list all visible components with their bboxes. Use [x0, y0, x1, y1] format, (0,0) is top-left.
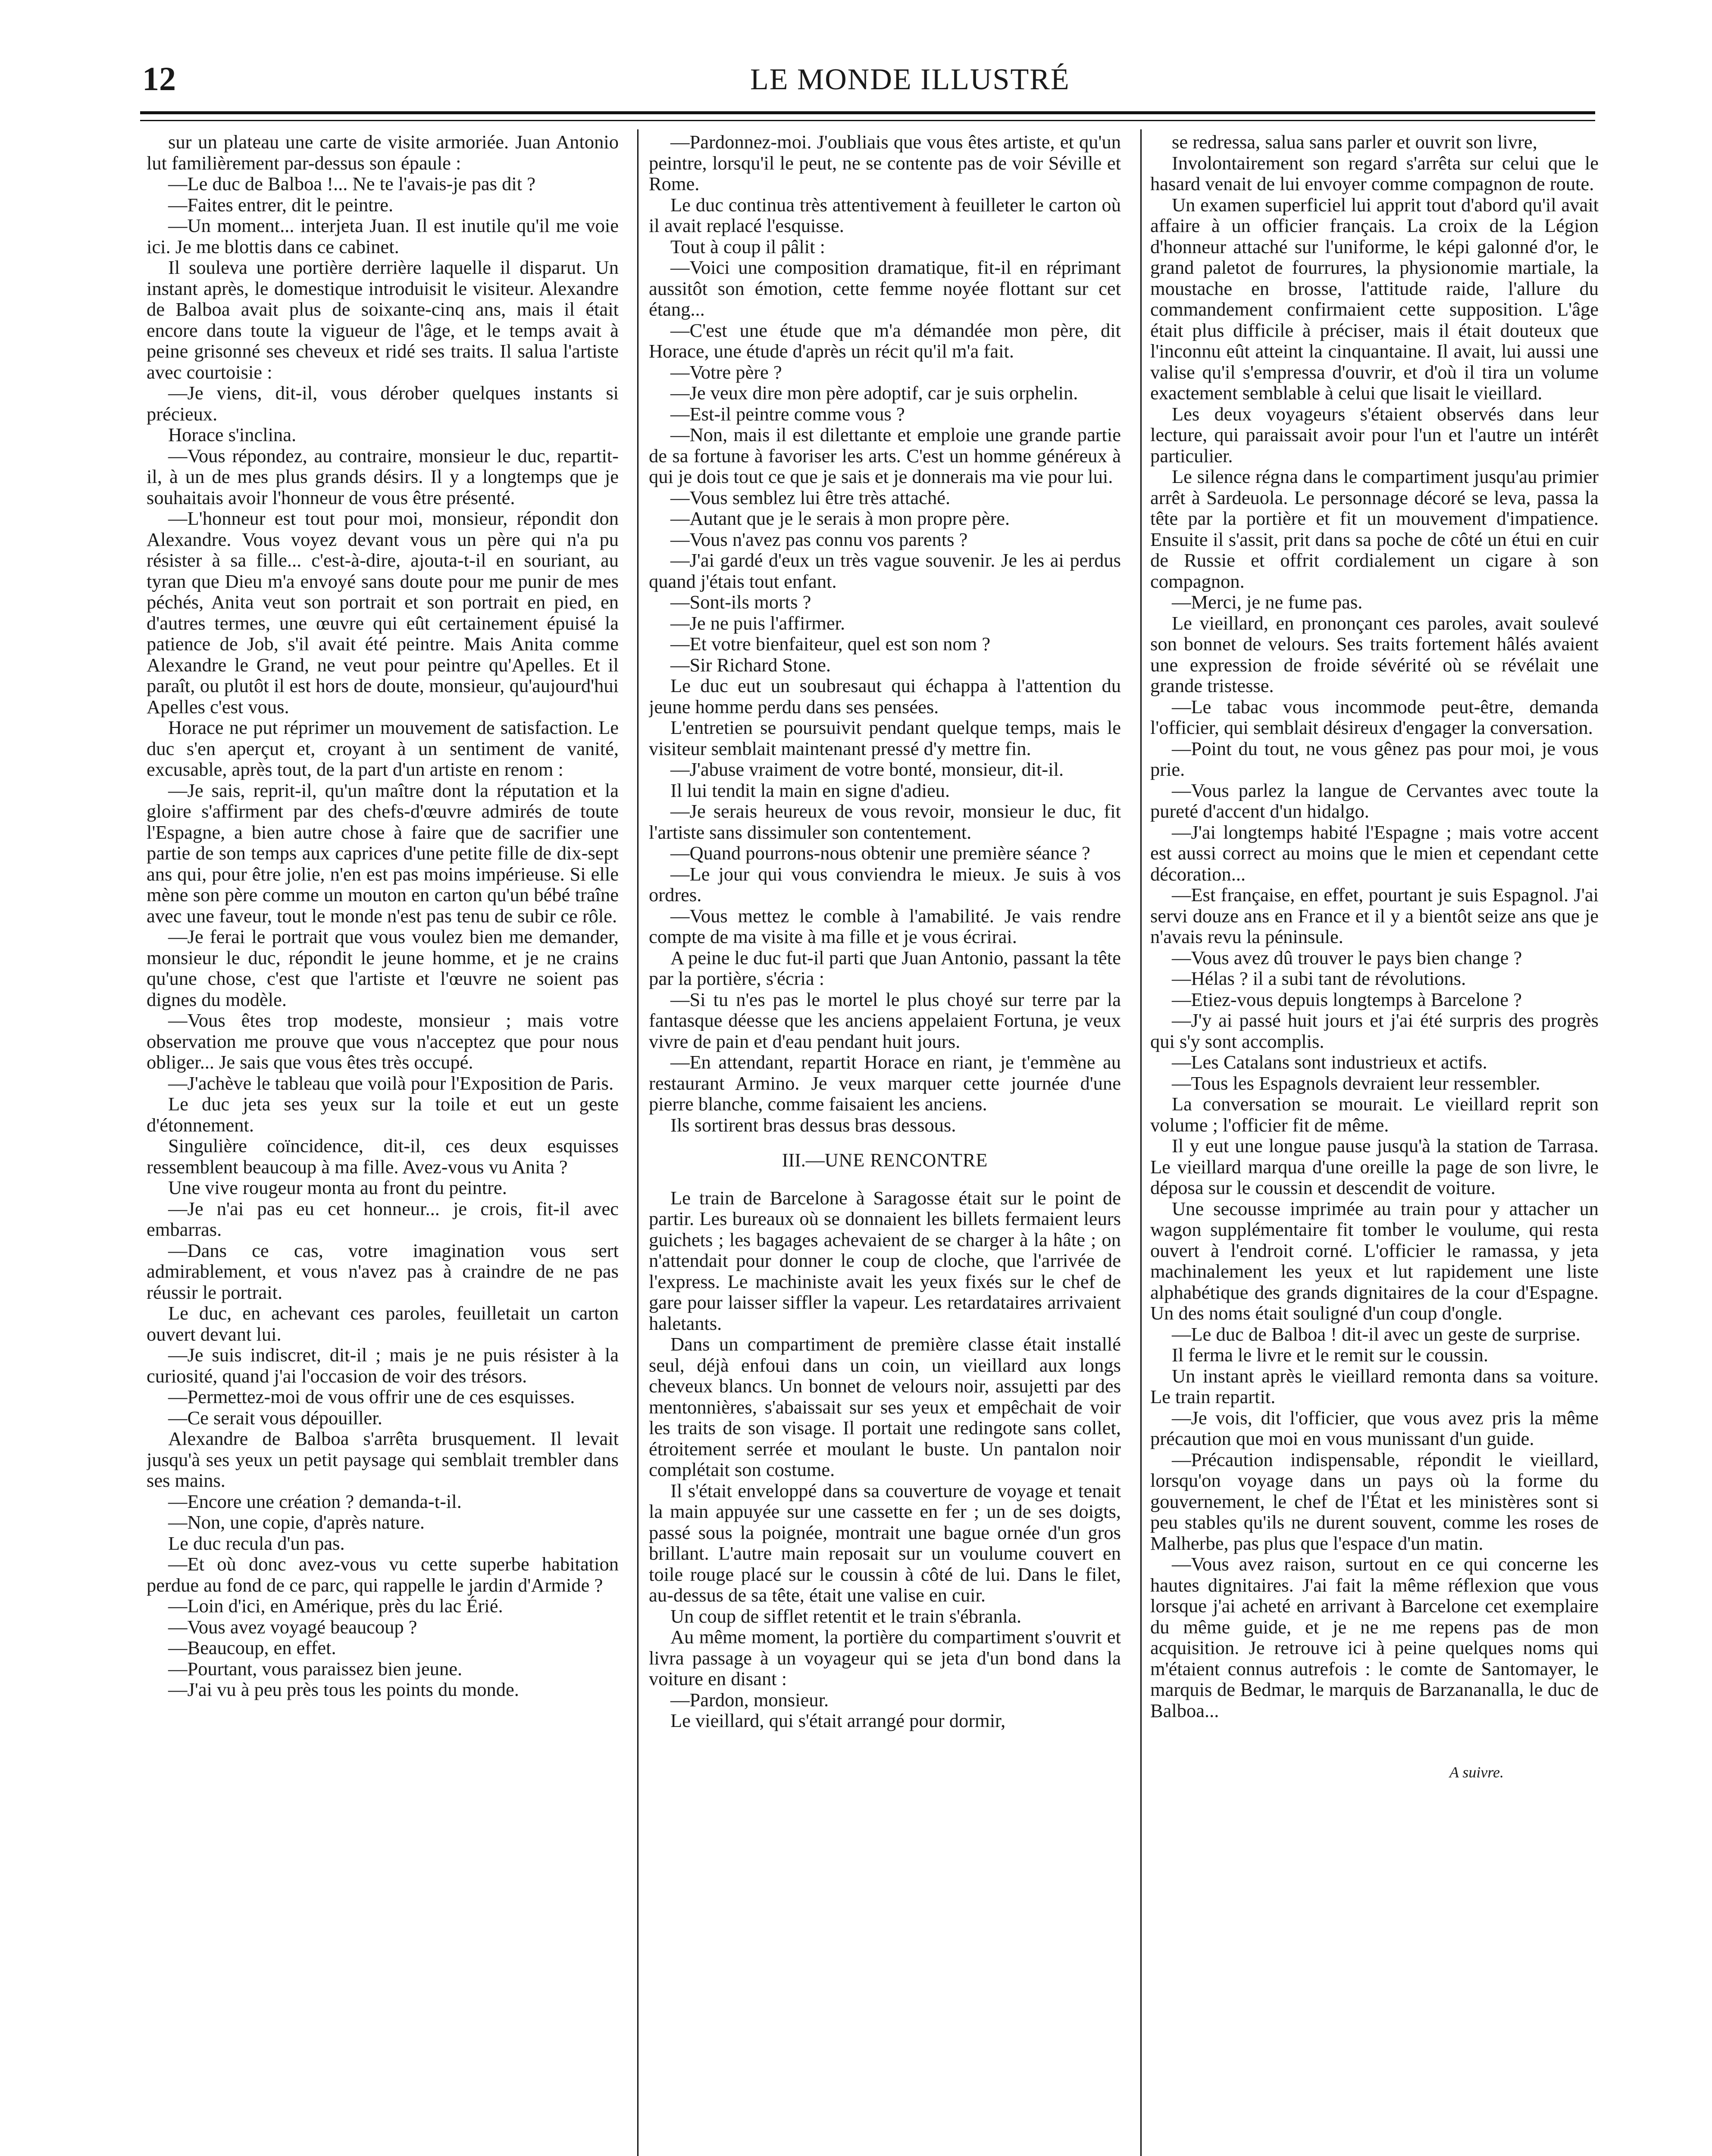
paragraph: —En attendant, repartit Horace en riant, je t'emmène au restaurant Armino. Je veux marquer cette journée d'une pierre blanche, comme faisaient les anciens. [649, 1051, 1121, 1115]
to-be-continued: A suivre. [1449, 1764, 1504, 1781]
paragraph: —Vous avez raison, surtout en ce qui concerne les hautes dignitaires. J'ai fait la même réflexion que vous lorsque j'ai acheté en arrivant à Barcelone cet exemplaire du même guide, et je ne me repens pas de mon acquisition. Je retrouve ici à peine quelques noms qui m'étaient connus autrefois : le comte de Santomayer, le marquis de Bedmar, le marquis de Barzananalla, le duc de Balboa... [1150, 1553, 1599, 1721]
paragraph: —Le duc de Balboa ! dit-il avec un geste de surprise. [1172, 1323, 1581, 1345]
paragraph: —Sir Richard Stone. [670, 654, 831, 676]
paragraph: —Je viens, dit-il, vous dérober quelques instants si précieux. [147, 382, 619, 425]
paragraph: —Je ferai le portrait que vous voulez bien me demander, monsieur le duc, répondit le jeune homme, et je ne crains qu'une chose, c'est que l'artiste et l'œuvre ne soient pas dignes du modèle. [147, 926, 619, 1010]
paragraph: —Tous les Espagnols devraient leur ressembler. [1172, 1072, 1540, 1094]
paragraph: Il s'était enveloppé dans sa couverture de voyage et tenait la main appuyée sur une cassette en fer ; un de ses doigts, passé sous la poignée, montrait une bague ornée d'un gros brillant. L'autre main reposait sur un voulume couvert en toile rouge placé sur le coussin à côté de lui. Dans le filet, au-dessus de sa tête, était une valise en cuir. [649, 1479, 1121, 1606]
column-2-after [649, 1188, 1121, 1731]
paragraph: L'entretien se poursuivit pendant quelque temps, mais le visiteur semblait maintenant pressé d'y mettre fin. [649, 717, 1121, 759]
column-divider-1 [637, 129, 638, 2156]
paragraph: —Le duc de Balboa !... Ne te l'avais-je pas dit ? [168, 173, 535, 194]
paragraph: —C'est une étude que m'a démandée mon père, dit Horace, une étude d'après un récit qu'il m'a fait. [649, 319, 1121, 362]
paragraph: —Vous parlez la langue de Cervantes avec toute la pureté d'accent d'un hidalgo. [1150, 779, 1599, 822]
paragraph: —Pardonnez-moi. J'oubliais que vous êtes artiste, et qu'un peintre, lorsqu'il le peut, ne se contente pas de voir Séville et Rome. [649, 132, 1121, 194]
paragraph: —Précaution indispensable, répondit le vieillard, lorsqu'on voyage dans un pays où la forme du gouvernement, le chef de l'État et les ministères sont si peu stables qu'ils ne durent souvent, comme les roses de Malherbe, pas plus que l'espace d'un matin. [1150, 1448, 1599, 1554]
paragraph: —Faites entrer, dit le peintre. [168, 194, 394, 216]
section-number: III.— [782, 1150, 825, 1171]
paragraph: Le duc eut un soubresaut qui échappa à l'attention du jeune homme perdu dans ses pensées. [649, 675, 1121, 718]
paragraph: Il ferma le livre et le remit sur le coussin. [1172, 1344, 1488, 1366]
page-number: 12 [142, 60, 176, 97]
paragraph: —L'honneur est tout pour moi, monsieur, répondit don Alexandre. Vous voyez devant vous un père qui n'a pu résister à sa fille... c'est-à-dire, ajouta-t-il en souriant, au tyran que Dieu m'a envoyé sans doute pour me punir de mes péchés, Anita veut son portrait et son portrait en pied, en d'autres termes, une œuvre qui eût certainement épuisé la patience de Job, s'il avait été peintre. Mais Anita comme Alexandre le Grand, ne veut pour peintre qu'Apelles. Et il paraît, ou plutôt il est hors de doute, monsieur, qu'aujourd'hui Apelles c'est vous. [147, 508, 619, 718]
paragraph: Horace s'inclina. [168, 424, 297, 445]
column-divider-2 [1140, 129, 1142, 2156]
paragraph: —Vous semblez lui être très attaché. [670, 486, 951, 508]
paragraph: —Etiez-vous depuis longtemps à Barcelone ? [1172, 988, 1522, 1010]
paragraph: —Vous êtes trop modeste, monsieur ; mais votre observation me prouve que vous n'acceptez que pour nous obliger... Je sais que vous êtes très occupé. [147, 1009, 619, 1073]
paragraph: —J'ai gardé d'eux un très vague souvenir. Je les ai perdus quand j'étais tout enfant. [649, 549, 1121, 592]
paragraph: —Les Catalans sont industrieux et actifs. [1172, 1051, 1487, 1073]
paragraph: —Point du tout, ne vous gênez pas pour moi, je vous prie. [1150, 737, 1599, 780]
paragraph: Le duc recula d'un pas. [168, 1532, 345, 1554]
paragraph: Tout à coup il pâlit : [670, 235, 825, 257]
text-column-3 [1150, 132, 1599, 2156]
paragraph: —Permettez-moi de vous offrir une de ces esquisses. [168, 1386, 575, 1407]
paragraph: —J'ai longtemps habité l'Espagne ; mais votre accent est aussi correct au moins que le mien et cependant cette décoration... [1150, 821, 1599, 885]
paragraph: —Non, mais il est dilettante et emploie une grande partie de sa fortune à favoriser les arts. C'est un homme généreux à qui je dois tout ce que je sais et je donnerais ma vie pour lui. [649, 424, 1121, 487]
paragraph: Un examen superficiel lui apprit tout d'abord qu'il avait affaire à un officier français. La croix de la Légion d'honneur attaché sur l'uniforme, le képi galonné d'or, le grand paletot de fourrures, la physionomie martiale, la moustache en brosse, l'attitude raide, l'allure du commandement confirmaient cette supposition. L'âge était plus difficile à préciser, mais il était douteux que l'inconnu eût atteint la cinquantaine. Il avait, lui aussi une valise qu'il s'empressa d'ouvrir, et d'où il tira un volume exactement semblable à celui que lisait le vieillard. [1150, 194, 1599, 404]
masthead-title: LE MONDE ILLUSTRÉ [750, 63, 1070, 96]
paragraph: Dans un compartiment de première classe était installé seul, déjà enfoui dans un coin, un vieillard aux longs cheveux blancs. Un bonnet de velours noir, assujetti par des mentonnières, s'abaissait sur ses yeux et empêchait de voir les traits de son visage. Il portait une redingote sans collet, étroitement serrée et moulant le buste. Un pantalon noir complétait son costume. [649, 1333, 1121, 1480]
paragraph: —Pardon, monsieur. [670, 1689, 829, 1711]
paragraph: Il y eut une longue pause jusqu'à la station de Tarrasa. Le vieillard marqua d'une oreille la page de son livre, le déposa sur le coussin et descendit de voiture. [1150, 1135, 1599, 1198]
paragraph: La conversation se mourait. Le vieillard reprit son volume ; l'officier fit de même. [1150, 1093, 1599, 1136]
paragraph: —Vous avez dû trouver le pays bien change ? [1172, 946, 1522, 968]
paragraph: —Hélas ? il a subi tant de révolutions. [1172, 968, 1466, 989]
paragraph: —Voici une composition dramatique, fit-il en réprimant aussitôt son émotion, cette femme noyée flottant sur cet étang... [649, 257, 1121, 320]
paragraph: —Et où donc avez-vous vu cette superbe habitation perdue au fond de ce parc, qui rappelle le jardin d'Armide ? [147, 1553, 619, 1596]
paragraph: Le vieillard, en prononçant ces paroles, avait soulevé son bonnet de velours. Ses traits fortement hâlés avaient une expression de froide sévérité où se révélait une grande tristesse. [1150, 612, 1599, 696]
paragraph: se redressa, salua sans parler et ouvrit son livre, [1172, 132, 1537, 153]
paragraph: —Est française, en effet, pourtant je suis Espagnol. J'ai servi douze ans en France et il y a bientôt seize ans que je n'avais revu la péninsule. [1150, 884, 1599, 947]
paragraph: —Loin d'ici, en Amérique, près du lac Érié. [168, 1595, 503, 1617]
paragraph: —Merci, je ne fume pas. [1172, 591, 1363, 613]
paragraph: —J'abuse vraiment de votre bonté, monsieur, dit-il. [670, 758, 1064, 780]
paragraph: Il souleva une portière derrière laquelle il disparut. Un instant après, le domestique introduisit le visiteur. Alexandre de Balboa avait plus de soixante-cinq ans, mais il était encore dans toute la vigueur de l'âge, et le temps avait à peine grisonné ses cheveux et ridé ses traits. Il salua l'artiste avec courtoisie : [147, 257, 619, 383]
header-rule-thick [140, 111, 1595, 114]
paragraph: Le train de Barcelone à Saragosse était sur le point de partir. Les bureaux où se donnaient les billets fermaient leurs guichets ; les bagages achevaient de se charger à la hâte ; on n'attendait pour donner le coup de cloche, que l'arrivée de l'express. Le machiniste avait les yeux fixés sur le chef de gare pour laisser siffler la vapeur. Les retardataires arrivaient haletants. [649, 1187, 1121, 1334]
paragraph: —Ce serait vous dépouiller. [168, 1407, 382, 1429]
header-rule-thin [140, 120, 1595, 121]
paragraph: —Beaucoup, en effet. [168, 1637, 336, 1658]
section-title: UNE RENCONTRE [824, 1150, 988, 1171]
paragraph: —Je vois, dit l'officier, que vous avez pris la même précaution que moi en vous munissant d'un guide. [1150, 1407, 1599, 1449]
paragraph: —Non, une copie, d'après nature. [168, 1511, 425, 1533]
column-3-body [1150, 132, 1599, 1721]
paragraph: sur un plateau une carte de visite armoriée. Juan Antonio lut familièrement par-dessus son épaule : [147, 132, 619, 174]
paragraph: —J'achève le tableau que voilà pour l'Exposition de Paris. [168, 1072, 614, 1094]
paragraph: —Et votre bienfaiteur, quel est son nom ? [670, 633, 991, 655]
paragraph: —Le tabac vous incommode peut-être, demanda l'officier, qui semblait désireux d'engager la conversation. [1150, 696, 1599, 738]
paragraph: Alexandre de Balboa s'arrêta brusquement. Il levait jusqu'à ses yeux un petit paysage qui semblait trembler dans ses mains. [147, 1428, 619, 1491]
paragraph: —Votre père ? [670, 361, 782, 383]
paragraph: Le duc, en achevant ces paroles, feuilletait un carton ouvert devant lui. [147, 1302, 619, 1345]
section-heading [649, 1150, 1121, 1171]
paragraph: Une secousse imprimée au train pour y attacher un wagon supplémentaire fit tomber le voulume, qui resta ouvert à l'endroit corné. L'officier le ramassa, y jeta machinalement les yeux et lut rapidement une liste alphabétique des grands dignitaires de la cour d'Espagne. Un des noms était souligné d'un coup d'ongle. [1150, 1197, 1599, 1324]
paragraph: Singulière coïncidence, dit-il, ces deux esquisses ressemblent beaucoup à ma fille. Avez-vous vu Anita ? [147, 1135, 619, 1178]
paragraph: Il lui tendit la main en signe d'adieu. [670, 779, 950, 801]
paragraph: —J'ai vu à peu près tous les points du monde. [168, 1679, 519, 1700]
paragraph: Le duc continua très attentivement à feuilleter le carton où il avait replacé l'esquisse. [649, 194, 1121, 236]
paragraph: —Vous avez voyagé beaucoup ? [168, 1616, 417, 1638]
paragraph: —J'y ai passé huit jours et j'ai été surpris des progrès qui s'y sont accomplis. [1150, 1009, 1599, 1052]
paragraph: Le vieillard, qui s'était arrangé pour dormir, [670, 1710, 1006, 1731]
paragraph: —Encore une création ? demanda-t-il. [168, 1490, 462, 1512]
paragraph: Un coup de sifflet retentit et le train s'ébranla. [670, 1605, 1022, 1627]
text-column-1 [147, 132, 619, 2156]
paragraph: Une vive rougeur monta au front du peintre. [168, 1177, 507, 1198]
paragraph: Un instant après le vieillard remonta dans sa voiture. Le train repartit. [1150, 1365, 1599, 1407]
paragraph: —Quand pourrons-nous obtenir une première séance ? [670, 842, 1090, 864]
paragraph: —Un moment... interjeta Juan. Il est inutile qu'il me voie ici. Je me blottis dans ce cabinet. [147, 215, 619, 257]
paragraph: —Je suis indiscret, dit-il ; mais je ne puis résister à la curiosité, quand j'ai l'occasion de voir des trésors. [147, 1344, 619, 1387]
paragraph: Les deux voyageurs s'étaient observés dans leur lecture, qui paraissait avoir pour l'un et l'autre un intérêt particulier. [1150, 403, 1599, 467]
text-column-2 [649, 132, 1121, 2156]
paragraph: —Vous n'avez pas connu vos parents ? [670, 528, 968, 550]
paragraph: Le silence régna dans le compartiment jusqu'au primier arrêt à Sardeuola. Le personnage décoré se leva, passa la tête par la portière et fit un mouvement d'impatience. Ensuite il s'assit, prit dans sa poche de côté un étui en cuir de Russie et offrit cordialement un cigare à son compagnon. [1150, 466, 1599, 592]
paragraph: A peine le duc fut-il parti que Juan Antonio, passant la tête par la portière, s'écria : [649, 946, 1121, 989]
paragraph: —Est-il peintre comme vous ? [670, 403, 905, 425]
paragraph: Ils sortirent bras dessus bras dessous. [670, 1114, 956, 1136]
paragraph: —Vous répondez, au contraire, monsieur le duc, repartit-il, à un de mes plus grands désirs. Il y a longtemps que je souhaitais avoir l'honneur de vous être présenté. [147, 445, 619, 508]
paragraph: —Vous mettez le comble à l'amabilité. Je vais rendre compte de ma visite à ma fille et je vous écrirai. [649, 905, 1121, 947]
paragraph: —Si tu n'es pas le mortel le plus choyé sur terre par la fantasque déesse que les anciens appelaient Fortuna, je veux vivre de pain et d'eau pendant huit jours. [649, 988, 1121, 1052]
paragraph: —Pourtant, vous paraissez bien jeune. [168, 1658, 463, 1680]
paragraph: —Je ne puis l'affirmer. [670, 612, 845, 634]
paragraph: —Je sais, reprit-il, qu'un maître dont la réputation et la gloire s'affirment par des chefs-d'œuvre admirés de toute l'Espagne, a bien autre chose à faire que de sacrifier une partie de son temps aux caprices d'une petite fille de dix-sept ans qui, pour être jolie, n'en est pas moins impérieuse. Si elle mène son père comme un mouton en carton qu'un bébé traîne avec une faveur, tout le monde n'est pas tenu de subir ce rôle. [147, 779, 619, 927]
paragraph: —Je serais heureux de vous revoir, monsieur le duc, fit l'artiste sans dissimuler son contentement. [649, 800, 1121, 843]
paragraph: —Je n'ai pas eu cet honneur... je crois, fit-il avec embarras. [147, 1197, 619, 1240]
paragraph: Horace ne put réprimer un mouvement de satisfaction. Le duc s'en aperçut et, croyant à un sentiment de vanité, excusable, après tout, de la part d'un artiste en renom : [147, 717, 619, 780]
paragraph: —Sont-ils morts ? [670, 591, 811, 613]
paragraph: Involontairement son regard s'arrêta sur celui que le hasard venait de lui envoyer comme compagnon de route. [1150, 152, 1599, 194]
paragraph: Au même moment, la portière du compartiment s'ouvrit et livra passage à un voyageur qui se jeta d'un bond dans la voiture en disant : [649, 1626, 1121, 1689]
paragraph: —Autant que je le serais à mon propre père. [670, 508, 1010, 529]
paragraph: —Je veux dire mon père adoptif, car je suis orphelin. [670, 382, 1078, 404]
paragraph: —Dans ce cas, votre imagination vous sert admirablement, et vous n'avez pas à craindre de ne pas réussir le portrait. [147, 1239, 619, 1303]
column-2-before [649, 132, 1121, 1135]
paragraph: —Le jour qui vous conviendra le mieux. Je suis à vos ordres. [649, 863, 1121, 906]
paragraph: Le duc jeta ses yeux sur la toile et eut un geste d'étonnement. [147, 1093, 619, 1136]
